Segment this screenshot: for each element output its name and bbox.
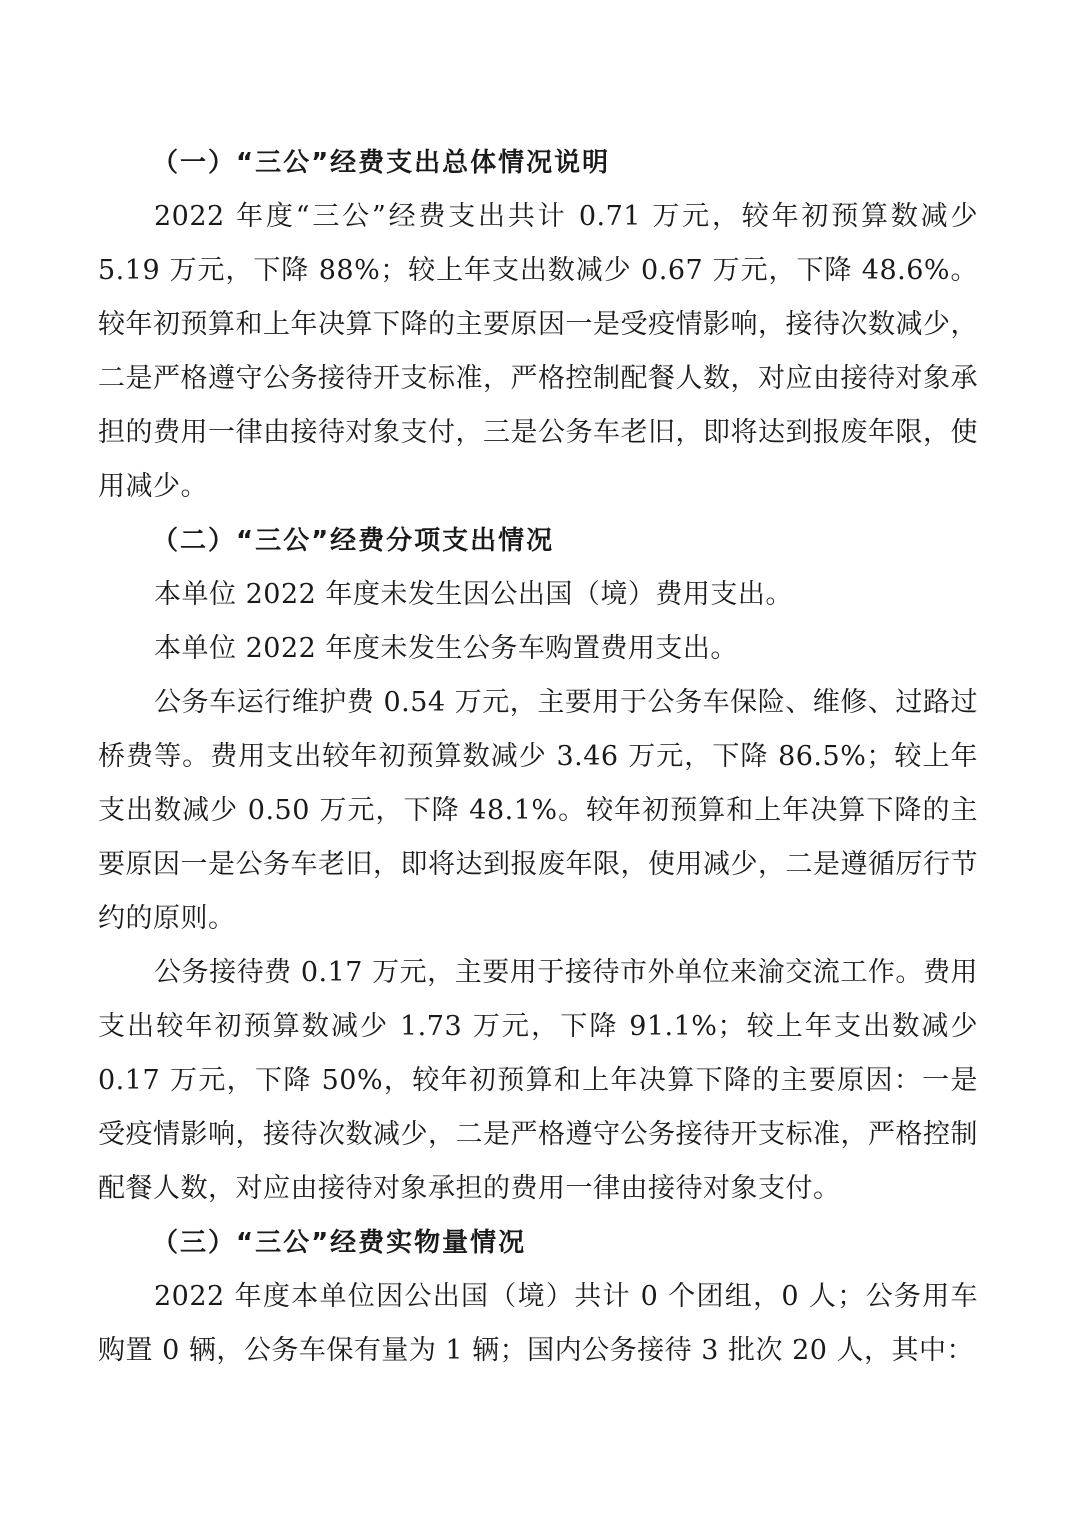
section-physical-quantity [98, 1216, 978, 1378]
section-itemized [98, 514, 978, 1216]
section-overall [98, 136, 978, 514]
paragraph: 2022 年度本单位因公出国（境）共计 0 个团组，0 人；公务用车购置 0 辆，公务车保有量为 1 辆；国内公务接待 3 批次 20 人，其中： [98, 1281, 978, 1366]
paragraph: 公务车运行维护费 0.54 万元，主要用于公务车保险、维修、过路过桥费等。费用支出较年初预算数减少 3.46 万元，下降 86.5%；较上年支出数减少 0.50 万元，下降 48.1%。较年初预算和上年决算下降的主要原因一是公务车老旧，即将达到报废年限，使用减少，二是遵循厉行节约的原则。 [98, 687, 978, 934]
paragraph: 本单位 2022 年度未发生公务车购置费用支出。 [154, 633, 738, 664]
paragraph: 公务接待费 0.17 万元，主要用于接待市外单位来渝交流工作。费用支出较年初预算数减少 1.73 万元，下降 91.1%；较上年支出数减少 0.17 万元，下降 50%，较年初预算和上年决算下降的主要原因：一是受疫情影响，接待次数减少，二是严格遵守公务接待开支标准，严格控制配餐人数，对应由接待对象承担的费用一律由接待对象支付。 [98, 957, 978, 1204]
paragraph: 本单位 2022 年度未发生因公出国（境）费用支出。 [154, 579, 793, 610]
document-body [98, 136, 978, 1378]
section-heading: （三）“三公”经费实物量情况 [152, 1228, 527, 1258]
section-heading: （二）“三公”经费分项支出情况 [152, 526, 555, 556]
paragraph: 2022 年度“三公”经费支出共计 0.71 万元，较年初预算数减少 5.19 万元，下降 88%；较上年支出数减少 0.67 万元，下降 48.6%。较年初预算和上年决算下降的主要原因一是受疫情影响，接待次数减少，二是严格遵守公务接待开支标准，严格控制配餐人数，对应由接待对象承担的费用一律由接待对象支付，三是公务车老旧，即将达到报废年限，使用减少。 [98, 201, 978, 502]
section-heading: （一）“三公”经费支出总体情况说明 [152, 148, 611, 178]
